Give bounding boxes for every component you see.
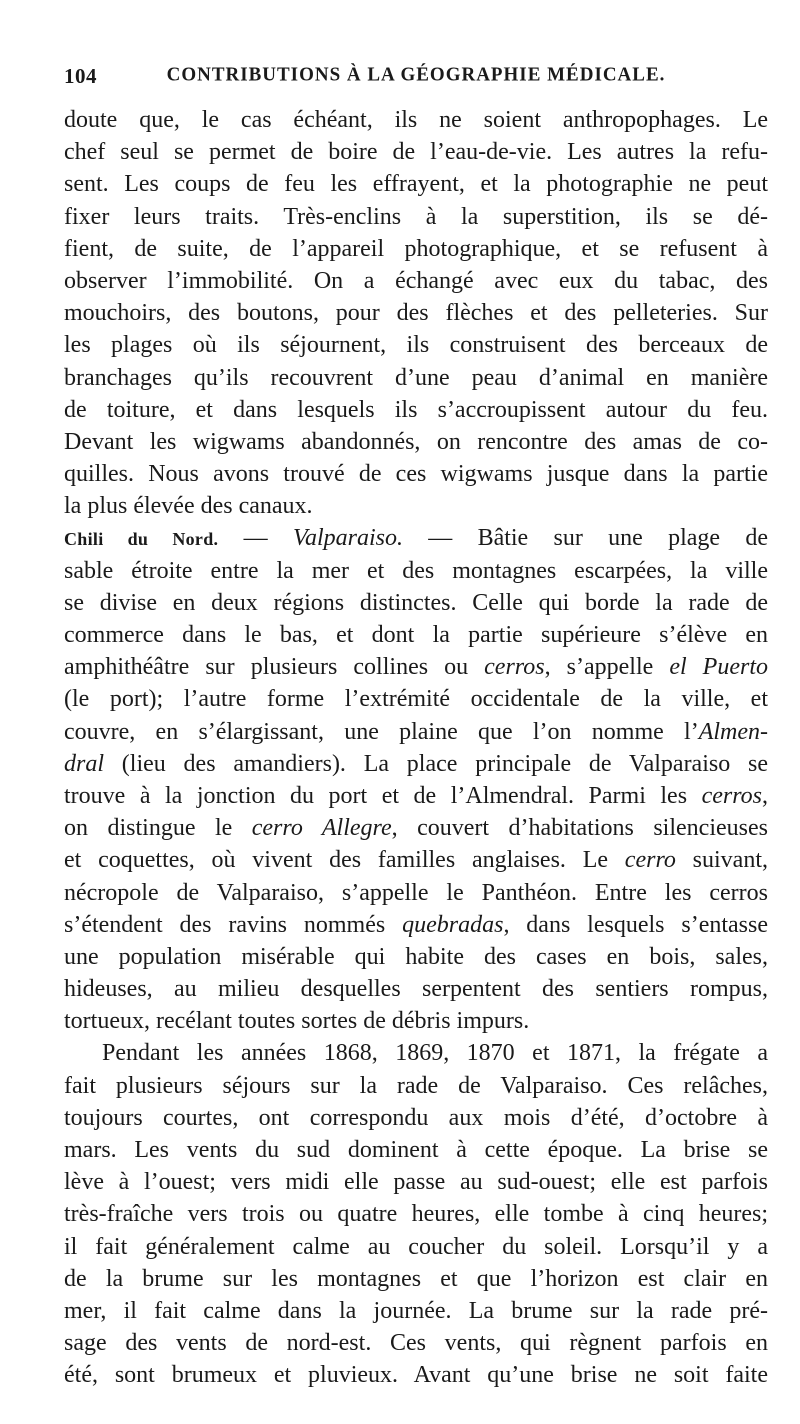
text-segment: et coquettes, où vivent des familles anglaises. Le: [64, 847, 625, 874]
text-segment: toujours courtes, ont correspondu aux mois d’été, d’octobre à: [64, 1104, 768, 1131]
text-segment: on distingue le: [64, 815, 252, 842]
text-segment: très-fraîche vers trois ou quatre heures, elle tombe à cinq heures;: [64, 1201, 768, 1228]
text-line: [64, 909, 768, 941]
text-line: [64, 780, 768, 812]
text-segment: mouchoirs, des boutons, pour des flèches et des pelleteries. Sur: [64, 300, 768, 327]
text-segment: de la brume sur les montagnes et que l’horizon est clair en: [64, 1265, 768, 1292]
text-line: [64, 1134, 768, 1166]
text-line: [64, 748, 768, 780]
text-segment: il fait généralement calme au coucher du soleil. Lorsqu’il y a: [64, 1233, 768, 1260]
text-segment: la plus élevée des canaux.: [64, 493, 313, 520]
text-line: [64, 1166, 768, 1198]
text-segment: commerce dans le bas, et dont la partie supérieure s’élève en: [64, 622, 768, 648]
section-heading: Chili du Nord.: [64, 529, 219, 550]
text-line: [64, 1037, 768, 1069]
text-line: [64, 362, 768, 394]
text-line: [64, 1359, 768, 1391]
text-line: [64, 812, 768, 844]
text-segment: ,: [762, 782, 768, 809]
text-segment: amphithéâtre sur plusieurs collines ou: [64, 654, 485, 681]
text-segment: été, sont brumeux et pluvieux. Avant qu’une brise ne soit faite: [64, 1362, 768, 1389]
text-line: [64, 168, 768, 200]
text-segment: — Bâtie sur une plage de: [402, 525, 769, 552]
running-title: CONTRIBUTIONS À LA GÉOGRAPHIE MÉDICALE.: [166, 63, 666, 86]
text-line: [64, 394, 768, 426]
text-segment: trouve à la jonction du port et de l’Almendral. Parmi les: [64, 782, 702, 809]
text-segment: (lieu des amandiers). La place principale de Valparaiso se: [104, 750, 768, 777]
text-segment: , couvert d’habitations silencieuses: [391, 815, 768, 842]
text-line: [64, 104, 768, 136]
text-line: [64, 941, 768, 973]
text-segment: sent. Les coups de feu les effrayent, et la photographie ne peut: [64, 171, 768, 198]
italic-text: Almen-: [698, 718, 768, 745]
text-line: [64, 458, 768, 490]
italic-text: cerros: [484, 654, 545, 681]
text-segment: sage des vents de nord-est. Ces vents, qui règnent parfois en: [64, 1330, 768, 1357]
text-line: [64, 1070, 768, 1102]
text-segment: les plages où ils séjournent, ils construisent des berceaux de: [64, 332, 768, 359]
text-line: [64, 973, 768, 1005]
body-text: [64, 104, 768, 1392]
text-segment: fixer leurs traits. Très-enclins à la superstition, ils se dé-: [64, 203, 768, 230]
text-segment: nécropole de Valparaiso, s’appelle le Panthéon. Entre les cerros: [64, 879, 768, 906]
text-line: [64, 426, 768, 458]
page-number: 104: [64, 64, 97, 88]
text-line: [64, 1102, 768, 1134]
text-line: [64, 1231, 768, 1263]
text-segment: mer, il fait calme dans la journée. La brume sur la rade pré-: [64, 1297, 768, 1324]
text-segment: Devant les wigwams abandonnés, on rencontre des amas de co-: [64, 428, 768, 455]
text-segment: branchages qu’ils recouvrent d’une peau d’animal en manière: [64, 364, 768, 391]
text-segment: de toiture, et dans lesquels ils s’accroupissent autour du feu.: [64, 396, 768, 423]
text-line: [64, 683, 768, 715]
italic-text: Valparaiso.: [292, 525, 403, 552]
text-line: [64, 201, 768, 233]
text-line: [64, 877, 768, 909]
text-line: [64, 1005, 768, 1037]
italic-text: dral: [64, 750, 105, 777]
italic-text: quebradas: [402, 911, 504, 938]
italic-text: cerros: [701, 782, 762, 809]
italic-text: cerro: [624, 847, 676, 874]
text-segment: , dans lesquels s’entasse: [503, 911, 768, 938]
text-segment: (le port); l’autre forme l’extrémité occidentale de la ville, et: [64, 686, 768, 713]
text-line: [64, 297, 768, 329]
text-segment: suivant,: [675, 847, 769, 874]
text-segment: chef seul se permet de boire de l’eau-de-vie. Les autres la refu-: [64, 139, 768, 166]
text-line: [64, 587, 768, 619]
text-segment: fait plusieurs séjours sur la rade de Valparaiso. Ces relâches,: [64, 1072, 768, 1099]
book-page: [64, 64, 768, 1392]
text-line: [64, 1263, 768, 1295]
text-segment: observer l’immobilité. On a échangé avec eux du tabac, des: [64, 267, 768, 294]
text-segment: doute que, le cas échéant, ils ne soient anthropophages. Le: [64, 107, 768, 133]
text-segment: Pendant les années 1868, 1869, 1870 et 1871, la frégate a: [102, 1040, 768, 1067]
text-line: [64, 265, 768, 297]
italic-text: el Puerto: [669, 654, 768, 681]
text-line: [64, 233, 768, 265]
text-line: [64, 619, 768, 651]
text-line: [64, 490, 768, 522]
running-head: [64, 64, 768, 96]
text-segment: , s’appelle: [544, 654, 670, 681]
text-segment: hideuses, au milieu desquelles serpentent des sentiers rompus,: [64, 976, 768, 1003]
text-segment: fient, de suite, de l’appareil photographique, et se refusent à: [64, 235, 768, 262]
text-line: [64, 651, 768, 683]
italic-text: cerro Allegre: [251, 815, 392, 842]
text-line: [64, 329, 768, 361]
text-segment: quilles. Nous avons trouvé de ces wigwams jusque dans la partie: [64, 461, 768, 488]
text-line: [64, 1295, 768, 1327]
text-segment: lève à l’ouest; vers midi elle passe au sud-ouest; elle est parfois: [64, 1169, 768, 1196]
text-line: [64, 522, 768, 554]
text-segment: mars. Les vents du sud dominent à cette époque. La brise se: [64, 1137, 768, 1163]
text-segment: couvre, en s’élargissant, une plaine que l’on nomme l’: [64, 718, 699, 745]
text-line: [64, 716, 768, 748]
text-segment: sable étroite entre la mer et des montagnes escarpées, la ville: [64, 557, 768, 584]
text-segment: se divise en deux régions distinctes. Celle qui borde la rade de: [64, 589, 768, 616]
text-segment: s’étendent des ravins nommés: [64, 911, 403, 938]
text-line: [64, 555, 768, 587]
text-segment: une population misérable qui habite des cases en bois, sales,: [64, 943, 768, 970]
text-line: [64, 1198, 768, 1230]
text-segment: —: [218, 525, 293, 552]
text-line: [64, 844, 768, 876]
text-segment: tortueux, recélant toutes sortes de débris impurs.: [64, 1008, 530, 1035]
text-line: [64, 1327, 768, 1359]
text-line: [64, 136, 768, 168]
